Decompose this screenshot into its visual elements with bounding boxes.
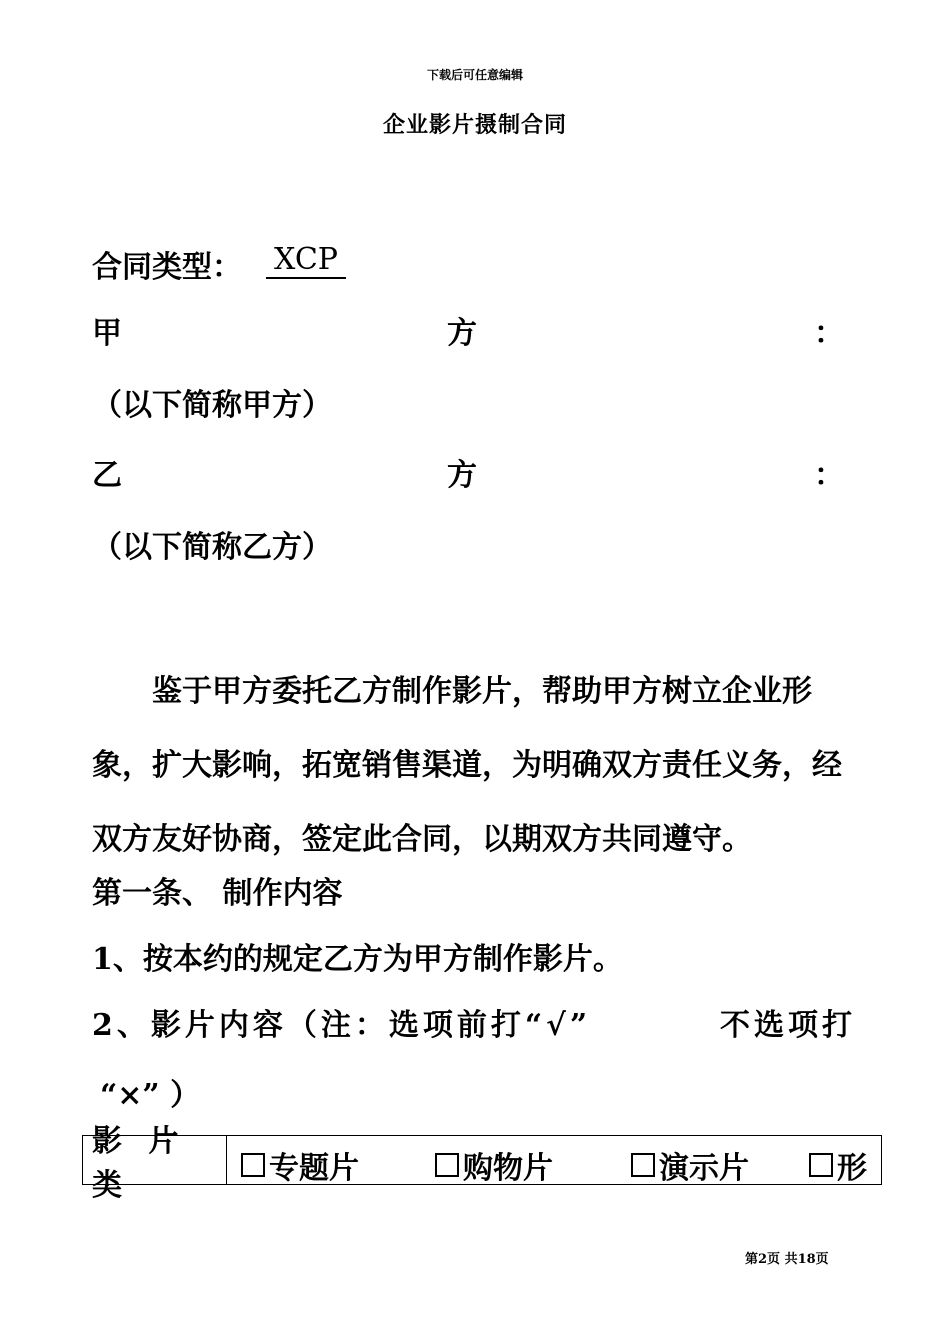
party-b-char1: 乙 <box>92 458 122 493</box>
film-option-label: 形 <box>837 1151 867 1186</box>
party-a-char2: 方 <box>447 316 477 351</box>
checkbox-icon[interactable] <box>241 1153 265 1177</box>
party-a-colon: ： <box>814 316 844 351</box>
party-b-char2: 方 <box>447 458 477 493</box>
party-b-row <box>92 450 844 494</box>
header-note: 下载后可任意编辑 <box>426 68 523 82</box>
party-a-char1: 甲 <box>92 316 122 351</box>
article-1-item-2-tail: 不选项打 <box>720 1008 856 1043</box>
contract-type-value: XCP <box>266 242 346 279</box>
film-option-image[interactable] <box>809 1143 867 1187</box>
article-1-item-1: 1、按本约的规定乙方为甲方制作影片。 <box>92 942 623 977</box>
film-type-table <box>82 1124 882 1203</box>
film-type-options <box>227 1136 881 1184</box>
party-a-abbreviation: （以下简称甲方） <box>92 388 332 423</box>
article-1-item-2-continued: “×” ） <box>100 1078 201 1113</box>
film-option-label: 专题片 <box>269 1151 359 1186</box>
party-b-abbreviation: （以下简称乙方） <box>92 530 332 565</box>
intro-paragraph: 鉴于甲方委托乙方制作影片，帮助甲方树立企业形象，扩大影响，拓宽销售渠道，为明确双方责任义务，经双方友好协商，签定此合同，以期双方共同遵守。 <box>92 674 842 857</box>
document-title: 企业影片摄制合同 <box>382 112 567 138</box>
film-option-label: 演示片 <box>659 1151 749 1186</box>
article-1-title: 第一条、 制作内容 <box>92 876 343 911</box>
film-option-shopping[interactable] <box>435 1143 553 1187</box>
party-b-colon: ： <box>814 458 844 493</box>
article-1-item-2: 2、影片内容（注：选项前打“√” <box>92 1008 592 1043</box>
party-a-row <box>92 308 844 352</box>
checkbox-icon[interactable] <box>435 1153 459 1177</box>
film-type-label: 影 片 类 <box>83 1136 227 1184</box>
page-footer: 第2页 共18页 <box>745 1252 829 1267</box>
checkbox-icon[interactable] <box>631 1153 655 1177</box>
contract-type-label: 合同类型： <box>92 250 242 285</box>
film-option-feature[interactable] <box>241 1143 359 1187</box>
film-option-demo[interactable] <box>631 1143 749 1187</box>
checkbox-icon[interactable] <box>809 1153 833 1177</box>
film-option-label: 购物片 <box>463 1151 553 1186</box>
